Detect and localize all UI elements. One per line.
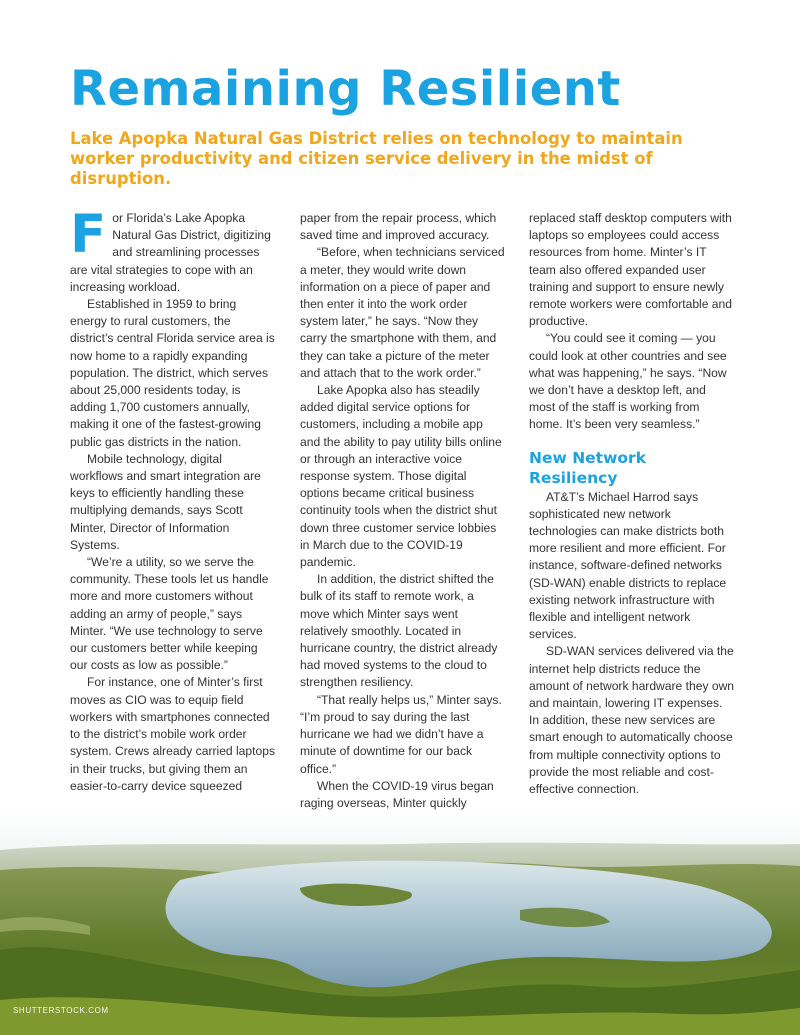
- text-column-3: [529, 210, 735, 798]
- paragraph: SD-WAN services delivered via the internet help districts reduce the amount of network hardware they own and maintain, lowering IT expenses. In addition, these new services are smart enough to automatically choose from multiple connectivity options to provide the most reliable and cost-effective connection.: [529, 644, 735, 797]
- paragraph: replaced staff desktop computers with laptops so employees could access resources from home. Minter’s IT team also offered expanded user training and support to ensure newly remote workers were comfortable and productive.: [529, 211, 732, 329]
- article-title: Remaining Resilient: [70, 61, 621, 117]
- text-column-2: [300, 210, 506, 812]
- paragraph: “Before, when technicians serviced a meter, they would write down information on a piece of paper and then enter it into the work order system later,” he says. “Now they carry the smartphone with them, and they can take a picture of the meter and attach that to the work order.”: [300, 245, 505, 380]
- paragraph: In addition, the district shifted the bulk of its staff to remote work, a move which Minter says went relatively smoothly. Located in hurricane country, the district already had moved systems to the cloud to strengthen resiliency.: [300, 572, 498, 690]
- paragraph: Mobile technology, digital workflows and smart integration are keys to efficiently handling these multiplying demands, says Scott Minter, Director of Information Systems.: [70, 451, 261, 552]
- paragraph: “You could see it coming — you could look at other countries and see what was happening,” he says. “Now we don’t have a desktop left, and most of the staff is working from home. It’s been very seamless.”: [529, 331, 727, 432]
- paragraph: For instance, one of Minter’s first moves as CIO was to equip field workers with smartphones connected to the district’s mobile work order system. Crews already carried laptops in their trucks, but giving them an easier-to-carry device squeezed: [70, 675, 275, 793]
- photo-credit: SHUTTERSTOCK.COM: [13, 1006, 109, 1015]
- lake-landscape-photo: [0, 810, 800, 1035]
- text-column-1: [70, 204, 276, 795]
- paragraph-text: or Florida’s Lake Apopka Natural Gas District, digitizing and streamlining processes are vital strategies to cope with an increasing workload.: [70, 211, 271, 294]
- paragraph: paper from the repair process, which saved time and improved accuracy.: [300, 211, 497, 243]
- paragraph: When the COVID-19 virus began raging overseas, Minter quickly: [300, 778, 494, 810]
- paragraph: “That really helps us,” Minter says. “I’m proud to say during the last hurricane we had we didn’t have a minute of downtime for our back office.”: [300, 692, 502, 776]
- paragraph: [70, 204, 276, 296]
- drop-cap: F: [70, 204, 107, 265]
- paragraph: “We’re a utility, so we serve the community. These tools let us handle more and more customers without adding an army of people,” says Minter. “We use technology to serve our customers better while keeping our costs as low as possible.”: [70, 555, 269, 673]
- paragraph: Established in 1959 to bring energy to rural customers, the district’s central Florida service area is now home to a rapidly expanding population. The district, which serves about 25,000 residents today, is adding 1,700 customers annually, making it one of the fastest-growing public gas districts in the nation.: [70, 297, 275, 449]
- article-subtitle: Lake Apopka Natural Gas District relies on technology to maintain worker productivity and citizen service delivery in the midst of disruption.: [70, 129, 683, 188]
- section-heading: New Network Resiliency: [529, 448, 647, 487]
- paragraph: AT&T’s Michael Harrod says sophisticated new network technologies can make districts both more resilient and more efficient. For instance, software-defined networks (SD-WAN) enable districts to replace existing network infrastructure with flexible and intelligent network services.: [529, 489, 727, 642]
- paragraph: Lake Apopka also has steadily added digital service options for customers, including a mobile app and the ability to pay utility bills online or through an interactive voice response system. Those digital options became critical business continuity tools when the district shut down three customer service lobbies in March due to the COVID-19 pandemic.: [300, 383, 502, 570]
